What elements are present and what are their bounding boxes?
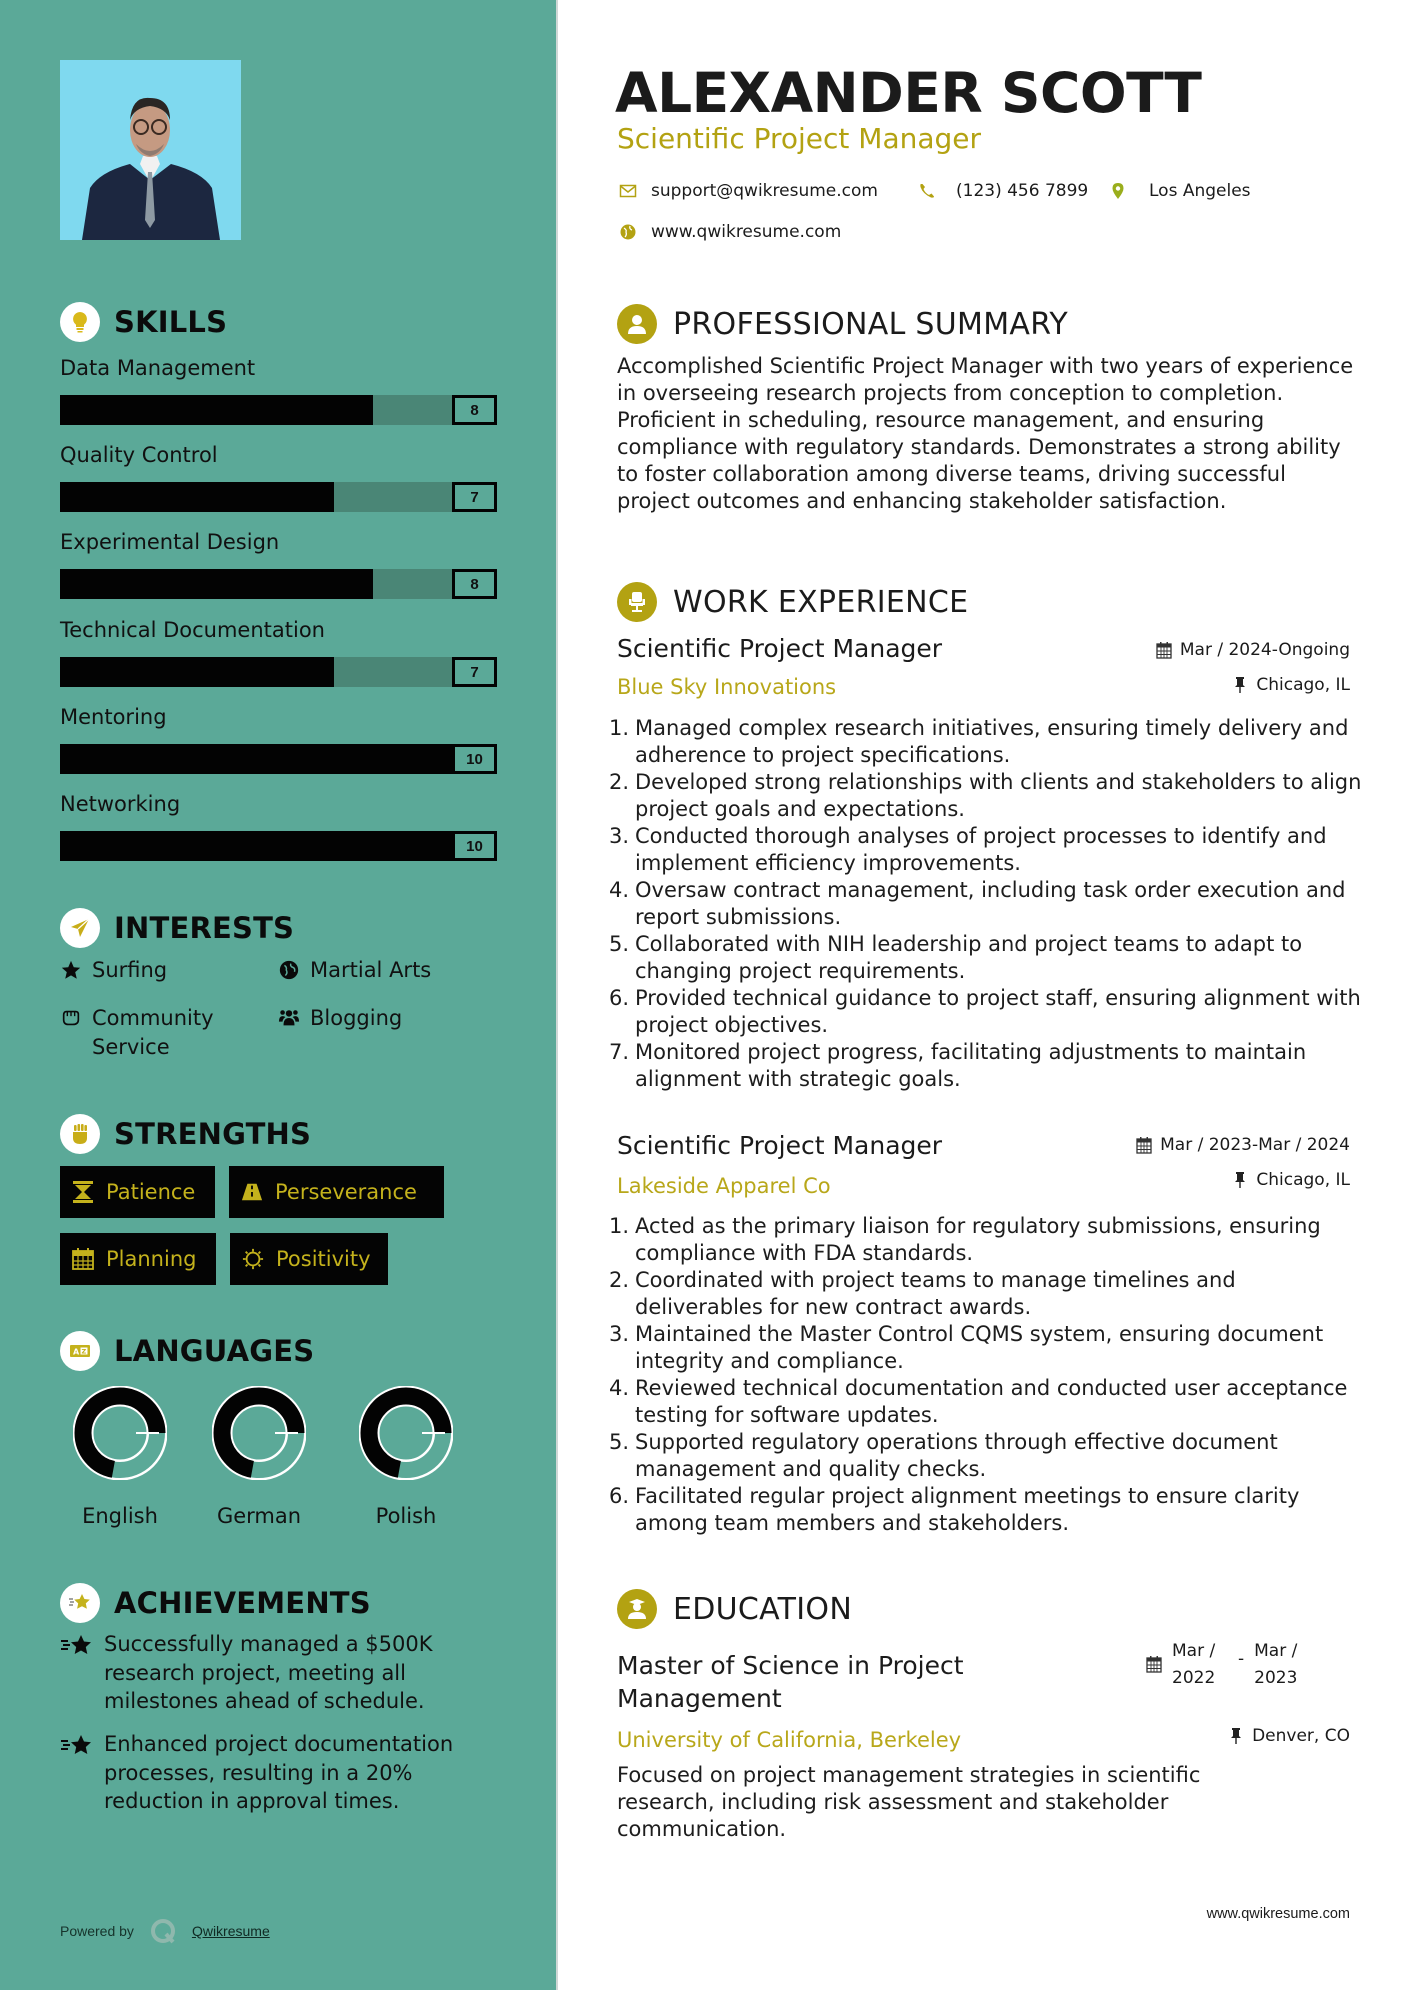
skill-score-badge: 10	[452, 831, 497, 861]
responsibility-item	[609, 823, 1369, 877]
list-number: 6.	[609, 986, 630, 1010]
responsibility-item	[609, 1375, 1369, 1429]
responsibility-item	[609, 769, 1369, 823]
responsibility-text: Facilitated regular project alignment meetings to ensure clarity among team members and stakeholders.	[635, 1484, 1300, 1535]
responsibility-text: Conducted thorough analyses of project processes to identify and implement efficiency improvements.	[635, 824, 1327, 875]
languages-header	[60, 1331, 314, 1371]
responsibility-item	[609, 1213, 1369, 1267]
responsibility-item	[609, 1321, 1369, 1375]
skill-label: Technical Documentation	[60, 618, 325, 642]
skill-label: Experimental Design	[60, 530, 280, 554]
skill-score-badge: 7	[452, 657, 497, 687]
footer-website-link[interactable]: www.qwikresume.com	[1206, 1906, 1350, 1922]
location-text: Los Angeles	[1149, 181, 1251, 201]
list-number: 7.	[609, 1040, 630, 1064]
degree-title	[617, 1649, 1057, 1715]
list-number: 4.	[609, 1376, 630, 1400]
achievement-text: Enhanced project documentation processes, resulting in a 20% reduction in approval times.	[104, 1732, 454, 1813]
language-donut-chart	[212, 1386, 306, 1480]
translate-icon	[60, 1331, 100, 1371]
list-number: 1.	[609, 716, 630, 740]
achievement-text: Successfully managed a $500K research project, meeting all milestones ahead of schedule.	[104, 1632, 433, 1713]
responsibility-text: Acted as the primary liaison for regulatory submissions, ensuring compliance with FDA standards.	[635, 1214, 1321, 1265]
skill-label: Data Management	[60, 356, 256, 380]
achievement-item	[60, 1630, 500, 1716]
contact-website	[619, 222, 841, 242]
responsibility-text: Monitored project progress, facilitating adjustments to maintain alignment with strategic goals.	[635, 1040, 1307, 1091]
list-number: 2.	[609, 1268, 630, 1292]
skill-bar	[60, 744, 497, 774]
language-label: German	[216, 1504, 302, 1528]
degree-line-2: Management	[617, 1684, 782, 1713]
interest-item	[278, 956, 431, 985]
pushpin-icon	[1232, 1171, 1248, 1189]
strength-label: Perseverance	[275, 1180, 417, 1204]
strength-chip	[60, 1166, 215, 1218]
job-title: Scientific Project Manager	[617, 634, 943, 663]
job-dates-text: Mar / 2023-Mar / 2024	[1160, 1135, 1350, 1155]
list-number: 6.	[609, 1484, 630, 1508]
language-donut-chart	[73, 1386, 167, 1480]
person-portrait-icon	[60, 60, 241, 240]
award-star-icon	[60, 1583, 100, 1623]
contact-phone	[918, 181, 1088, 201]
responsibility-text: Supported regulatory operations through effective document management and quality checks.	[635, 1430, 1278, 1481]
hand-icon	[60, 1007, 82, 1029]
responsibility-item	[609, 1429, 1369, 1483]
company-name: Blue Sky Innovations	[617, 675, 837, 699]
skill-bar-fill	[60, 569, 373, 599]
education-title: EDUCATION	[673, 1591, 853, 1627]
website-text[interactable]: www.qwikresume.com	[651, 222, 842, 242]
responsibility-item	[609, 1039, 1369, 1093]
interest-label: Community Service	[92, 1006, 214, 1059]
interest-item	[60, 956, 167, 985]
summary-header	[617, 304, 1068, 344]
job-location-text: Chicago, IL	[1256, 675, 1350, 695]
experience-title: WORK EXPERIENCE	[673, 584, 969, 620]
skill-item	[60, 616, 500, 681]
contact-email	[619, 181, 878, 201]
interest-label: Surfing	[92, 958, 168, 982]
skill-bar	[60, 569, 497, 599]
skills-header	[60, 302, 227, 342]
envelope-icon	[619, 182, 637, 200]
responsibility-item	[609, 1267, 1369, 1321]
map-pin-icon	[1109, 182, 1127, 200]
interest-item	[60, 1004, 260, 1062]
skill-item	[60, 790, 500, 855]
strength-chip	[230, 1233, 388, 1285]
globe-icon	[278, 959, 300, 981]
pushpin-icon	[1232, 676, 1248, 694]
responsibility-item	[609, 931, 1369, 985]
summary-title: PROFESSIONAL SUMMARY	[673, 306, 1069, 342]
skill-bar-fill	[60, 744, 497, 774]
education-header	[617, 1589, 852, 1629]
skill-item	[60, 441, 500, 506]
responsibility-text: Managed complex research initiatives, ensuring timely delivery and adherence to project specifications.	[635, 716, 1349, 767]
star-icon	[60, 959, 82, 981]
email-text[interactable]: support@qwikresume.com	[651, 181, 878, 201]
list-number: 3.	[609, 824, 630, 848]
achievements-header	[60, 1583, 371, 1623]
list-number: 2.	[609, 770, 630, 794]
language-donut-chart	[359, 1386, 453, 1480]
user-icon	[617, 304, 657, 344]
list-number: 5.	[609, 1430, 630, 1454]
sidebar	[0, 0, 558, 1990]
start-date	[1172, 1638, 1228, 1692]
job-dates-text: Mar / 2024-Ongoing	[1179, 640, 1350, 660]
school-name: University of California, Berkeley	[617, 1728, 962, 1752]
strength-label: Positivity	[276, 1247, 371, 1271]
skill-item	[60, 528, 500, 593]
profile-photo	[60, 60, 241, 240]
skill-label: Networking	[60, 792, 181, 816]
interest-label: Blogging	[310, 1006, 403, 1030]
list-number: 3.	[609, 1322, 630, 1346]
end-date	[1254, 1638, 1310, 1692]
skill-label: Mentoring	[60, 705, 167, 729]
end-month: Mar /	[1254, 1641, 1298, 1661]
lightbulb-icon	[60, 302, 100, 342]
svg-text:Z: Z	[81, 1347, 87, 1356]
strength-label: Patience	[106, 1180, 196, 1204]
skill-score-badge: 10	[452, 744, 497, 774]
skill-bar-fill	[60, 482, 334, 512]
responsibility-text: Coordinated with project teams to manage timelines and deliverables for new contract awards.	[635, 1268, 1236, 1319]
award-star-icon	[60, 1632, 94, 1660]
skill-bar	[60, 395, 497, 425]
job-location	[1232, 1170, 1350, 1190]
pushpin-icon	[1228, 1727, 1244, 1745]
job-location	[1232, 675, 1350, 695]
responsibility-text: Maintained the Master Control CQMS system, ensuring document integrity and compliance.	[635, 1322, 1324, 1373]
award-star-icon	[60, 1732, 94, 1760]
skill-bar	[60, 657, 497, 687]
skill-bar-fill	[60, 657, 334, 687]
education-location-text: Denver, CO	[1252, 1726, 1350, 1746]
skill-bar	[60, 482, 497, 512]
strength-label: Planning	[106, 1247, 197, 1271]
company-name: Lakeside Apparel Co	[617, 1174, 831, 1198]
language-label: Polish	[375, 1504, 437, 1528]
road-icon	[241, 1180, 263, 1204]
hourglass-icon	[72, 1180, 94, 1204]
language-item	[199, 1386, 319, 1528]
skill-bar	[60, 831, 497, 861]
list-number: 5.	[609, 932, 630, 956]
job-dates	[1136, 1135, 1350, 1155]
job-responsibilities	[609, 715, 1369, 1093]
start-month: Mar /	[1172, 1641, 1216, 1661]
job-responsibilities	[609, 1213, 1369, 1537]
language-item	[60, 1386, 180, 1528]
responsibility-item	[609, 1483, 1369, 1537]
skill-label: Quality Control	[60, 443, 218, 467]
candidate-title: Scientific Project Manager	[617, 122, 982, 155]
start-year: 2022	[1172, 1668, 1216, 1688]
interests-title: INTERESTS	[114, 911, 295, 945]
job-dates	[1156, 640, 1350, 660]
skill-score-badge: 8	[452, 569, 497, 599]
job-title: Scientific Project Manager	[617, 1131, 943, 1160]
experience-header	[617, 582, 968, 622]
responsibility-text: Oversaw contract management, including task order execution and report submissions.	[635, 878, 1346, 929]
responsibility-text: Reviewed technical documentation and conducted user acceptance testing for software updates.	[635, 1376, 1348, 1427]
education-description: Focused on project management strategies in scientific research, including risk assessment and stakeholder communication.	[617, 1763, 1201, 1841]
education-dates	[1146, 1638, 1310, 1692]
strength-chip	[229, 1166, 444, 1218]
date-separator: -	[1238, 1649, 1245, 1669]
skill-bar-fill	[60, 395, 373, 425]
responsibility-item	[609, 877, 1369, 931]
sun-icon	[242, 1247, 264, 1271]
calendar-icon	[1136, 1136, 1152, 1154]
skill-item	[60, 703, 500, 768]
skills-title: SKILLS	[114, 305, 228, 339]
end-year: 2023	[1254, 1668, 1298, 1688]
language-label: English	[82, 1504, 158, 1528]
interests-header	[60, 908, 294, 948]
office-chair-icon	[617, 582, 657, 622]
candidate-name: ALEXANDER SCOTT	[615, 61, 1202, 125]
qwikresume-link[interactable]: Qwikresume	[191, 1923, 270, 1939]
language-item	[346, 1386, 466, 1528]
responsibility-text: Developed strong relationships with clients and stakeholders to align project goals and expectations.	[635, 770, 1362, 821]
skill-score-badge: 8	[452, 395, 497, 425]
degree-line-1: Master of Science in Project	[617, 1651, 964, 1680]
skill-score-badge: 7	[452, 482, 497, 512]
powered-by	[60, 1916, 270, 1946]
responsibility-item	[609, 985, 1369, 1039]
achievement-item	[60, 1730, 500, 1816]
list-number: 1.	[609, 1214, 630, 1238]
svg-text:A: A	[73, 1347, 80, 1357]
phone-icon	[918, 182, 936, 200]
calendar-icon	[72, 1247, 94, 1271]
skill-item	[60, 354, 500, 419]
languages-title: LANGUAGES	[114, 1334, 315, 1368]
skill-bar-fill	[60, 831, 497, 861]
fist-icon	[60, 1114, 100, 1154]
powered-by-label: Powered by	[60, 1923, 134, 1939]
calendar-icon	[1146, 1655, 1162, 1673]
summary-text: Accomplished Scientific Project Manager with two years of experience in overseeing research projects from conception to completion. Proficient in scheduling, resource management, and ensuring compliance with regulatory standards. Demonstrates a strong ability to foster collaboration among diverse teams, driving successful project outcomes and enhancing stakeholder satisfaction.	[617, 354, 1354, 513]
education-location	[1228, 1726, 1350, 1746]
calendar-icon	[1156, 641, 1172, 659]
interest-label: Martial Arts	[310, 958, 432, 982]
achievements-title: ACHIEVEMENTS	[114, 1586, 371, 1620]
contact-location	[1109, 181, 1251, 201]
graduate-icon	[617, 1589, 657, 1629]
responsibility-text: Provided technical guidance to project staff, ensuring alignment with project objectives.	[635, 986, 1361, 1037]
globe-icon	[619, 223, 637, 241]
paper-plane-icon	[60, 908, 100, 948]
job-location-text: Chicago, IL	[1256, 1170, 1350, 1190]
phone-text[interactable]: (123) 456 7899	[956, 181, 1089, 201]
list-number: 4.	[609, 878, 630, 902]
qwikresume-logo-icon	[148, 1916, 178, 1946]
strength-chip	[60, 1233, 216, 1285]
strengths-header	[60, 1114, 311, 1154]
responsibility-item	[609, 715, 1369, 769]
responsibility-text: Collaborated with NIH leadership and project teams to adapt to changing project requirements.	[635, 932, 1303, 983]
strengths-title: STRENGTHS	[114, 1117, 312, 1151]
interest-item	[278, 1004, 402, 1033]
users-icon	[278, 1007, 300, 1029]
